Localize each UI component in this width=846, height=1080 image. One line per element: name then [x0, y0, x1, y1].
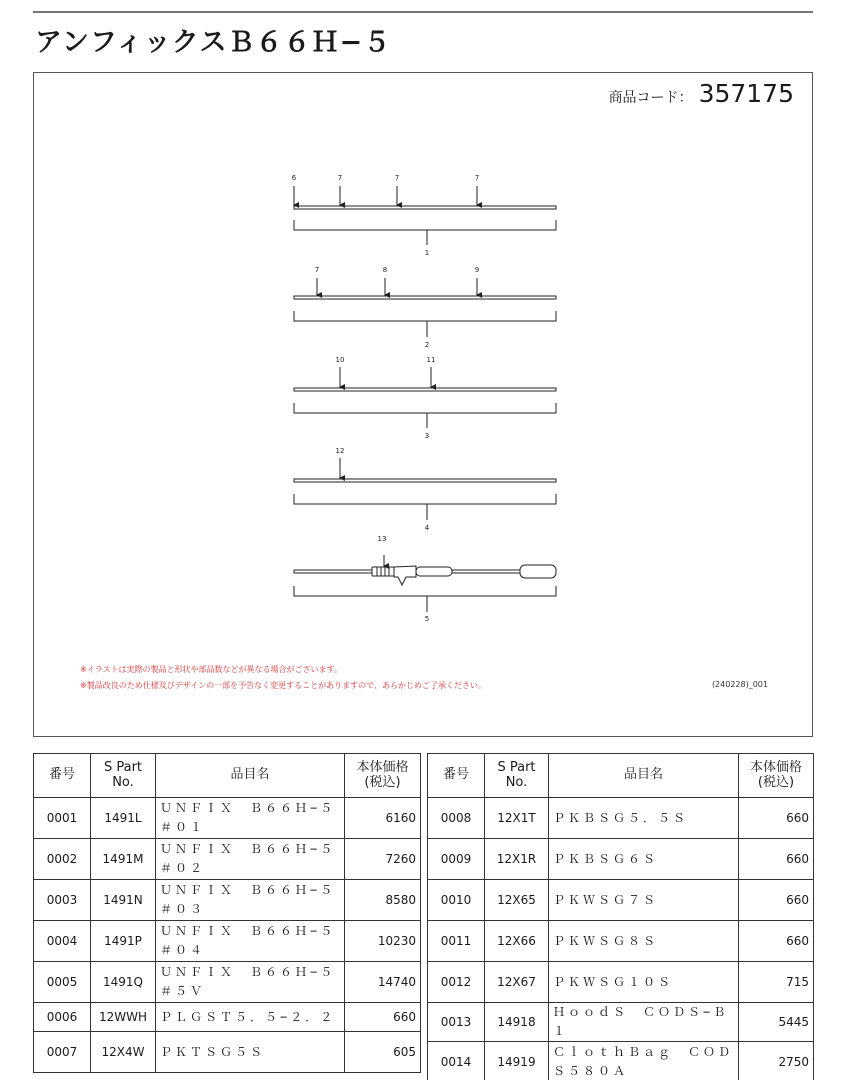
header-item-name: 品目名 [549, 754, 739, 798]
callout-label: 7 [337, 174, 343, 182]
cell-item-name: ＰＫＴＳＧ５Ｓ [156, 1032, 345, 1073]
cell-item-name: ＵＮＦＩＸ Ｂ６６Ｈ−５＃５Ｖ [156, 962, 345, 1003]
cell-price: 6160 [345, 798, 421, 839]
top-rule [33, 11, 813, 13]
cell-price: 7260 [345, 839, 421, 880]
cell-item-name: ＵＮＦＩＸ Ｂ６６Ｈ−５＃０１ [156, 798, 345, 839]
bracket [294, 403, 556, 413]
butt-blank [294, 570, 374, 573]
cell-number: 0011 [428, 921, 485, 962]
rod-section-3 [294, 367, 556, 428]
bracket [294, 586, 556, 596]
cell-part-no: 1491N [91, 880, 156, 921]
table-row [34, 1003, 421, 1032]
header-number: 番号 [428, 754, 485, 798]
callout-label: 3 [424, 432, 430, 440]
table-row [34, 798, 421, 839]
callout-label: 13 [377, 535, 387, 543]
disclaimer-note: ※製品改良のため仕様及びデザインの一部を予告なく変更することがありますので、あらかじめご了承ください。 [80, 681, 486, 690]
rod-blank-3 [294, 388, 556, 391]
rod-section-1 [294, 186, 556, 245]
callout-label: 9 [474, 266, 480, 274]
cell-price: 10230 [345, 921, 421, 962]
table-row [428, 1042, 814, 1080]
cell-item-name: ＰＫＷＳＧ８Ｓ [549, 921, 739, 962]
cell-part-no: 1491L [91, 798, 156, 839]
callout-label: 12 [335, 447, 345, 455]
parts-table-left [33, 753, 421, 1073]
cell-number: 0013 [428, 1003, 485, 1042]
cell-part-no: 12X4W [91, 1032, 156, 1073]
diagram-panel [33, 72, 813, 737]
bracket [294, 311, 556, 321]
cell-price: 5445 [739, 1003, 814, 1042]
cell-number: 0003 [34, 880, 91, 921]
callout-label: 4 [424, 524, 430, 532]
rod-section-5 [294, 555, 556, 612]
cell-price: 660 [739, 798, 814, 839]
bracket [294, 494, 556, 504]
reel-seat-nut [372, 567, 394, 576]
cell-price: 660 [739, 880, 814, 921]
cell-number: 0004 [34, 921, 91, 962]
header-part-no: S Part No. [91, 754, 156, 798]
cell-number: 0008 [428, 798, 485, 839]
table-row [34, 839, 421, 880]
product-code-label: 商品コード： [608, 90, 693, 106]
cell-price: 660 [739, 921, 814, 962]
cell-number: 0009 [428, 839, 485, 880]
table-header-row [34, 754, 421, 798]
rod-blank-4 [294, 479, 556, 482]
cell-number: 0001 [34, 798, 91, 839]
cell-part-no: 12WWH [91, 1003, 156, 1032]
table-row [34, 880, 421, 921]
cell-part-no: 12X1R [485, 839, 549, 880]
table-row [34, 921, 421, 962]
cell-item-name: ＰＫＢＳＧ５．５Ｓ [549, 798, 739, 839]
cell-part-no: 1491M [91, 839, 156, 880]
rear-grip [520, 565, 556, 578]
cell-part-no: 14919 [485, 1042, 549, 1080]
cell-item-name: ＵＮＦＩＸ Ｂ６６Ｈ−５＃０４ [156, 921, 345, 962]
cell-price: 2750 [739, 1042, 814, 1080]
cell-item-name: ＵＮＦＩＸ Ｂ６６Ｈ−５＃０２ [156, 839, 345, 880]
callout-label: 7 [474, 174, 480, 182]
cell-part-no: 12X66 [485, 921, 549, 962]
callout-label: 7 [394, 174, 400, 182]
table-row [428, 798, 814, 839]
cell-item-name: ＰＫＷＳＧ１０Ｓ [549, 962, 739, 1003]
cell-part-no: 12X65 [485, 880, 549, 921]
handle-shaft [452, 570, 520, 573]
table-row [34, 962, 421, 1003]
cell-price: 715 [739, 962, 814, 1003]
disclaimer-note: ※イラストは実際の製品と形状や部品数などが異なる場合がございます。 [80, 665, 342, 674]
table-header-row [428, 754, 814, 798]
cell-number: 0014 [428, 1042, 485, 1080]
rod-section-4 [294, 458, 556, 520]
callout-label: 11 [426, 356, 436, 364]
cell-part-no: 12X67 [485, 962, 549, 1003]
cell-item-name: ＨｏｏｄＳ ＣＯＤＳ−Ｂ１ [549, 1003, 739, 1042]
callout-label: 6 [291, 174, 297, 182]
page-title: アンフィックスＢ６６Ｈ−５ [35, 27, 392, 58]
callout-label: 8 [382, 266, 388, 274]
product-code-value: 357175 [698, 79, 794, 108]
cell-price: 605 [345, 1032, 421, 1073]
cell-number: 0006 [34, 1003, 91, 1032]
cell-item-name: ＰＫＢＳＧ６Ｓ [549, 839, 739, 880]
rod-blank-1 [294, 206, 556, 209]
cell-price: 660 [739, 839, 814, 880]
callout-label: 5 [424, 615, 430, 623]
header-price: 本体価格 (税込) [739, 754, 814, 798]
table-row [428, 880, 814, 921]
header-price: 本体価格 (税込) [345, 754, 421, 798]
table-row [428, 962, 814, 1003]
cell-number: 0010 [428, 880, 485, 921]
table-row [428, 839, 814, 880]
callout-label: 2 [424, 341, 430, 349]
cell-price: 660 [345, 1003, 421, 1032]
header-number: 番号 [34, 754, 91, 798]
table-row [428, 921, 814, 962]
callout-label: 1 [424, 249, 430, 257]
exploded-parts-diagram [34, 73, 811, 735]
header-part-no: S Part No. [485, 754, 549, 798]
cell-item-name: ＰＬＧＳＴ５．５−２．２ [156, 1003, 345, 1032]
header-item-name: 品目名 [156, 754, 345, 798]
document-id: (240228)_001 [711, 680, 768, 689]
rod-blank-2 [294, 296, 556, 299]
cell-part-no: 1491Q [91, 962, 156, 1003]
callout-label: 7 [314, 266, 320, 274]
cell-number: 0007 [34, 1032, 91, 1073]
callout-label: 10 [335, 356, 345, 364]
cell-number: 0005 [34, 962, 91, 1003]
cell-price: 14740 [345, 962, 421, 1003]
bracket [294, 220, 556, 230]
cell-number: 0002 [34, 839, 91, 880]
cell-part-no: 1491P [91, 921, 156, 962]
cell-item-name: ＰＫＷＳＧ７Ｓ [549, 880, 739, 921]
cell-part-no: 14918 [485, 1003, 549, 1042]
parts-table-right [427, 753, 814, 1080]
cell-part-no: 12X1T [485, 798, 549, 839]
table-row [34, 1032, 421, 1073]
reel-seat-trigger [394, 566, 416, 585]
fore-grip [416, 567, 452, 576]
table-row [428, 1003, 814, 1042]
cell-item-name: ＵＮＦＩＸ Ｂ６６Ｈ−５＃０３ [156, 880, 345, 921]
rod-section-2 [294, 278, 556, 337]
cell-price: 8580 [345, 880, 421, 921]
cell-item-name: ＣｌｏｔｈＢａｇ ＣＯＤＳ５８０Ａ [549, 1042, 739, 1080]
cell-number: 0012 [428, 962, 485, 1003]
